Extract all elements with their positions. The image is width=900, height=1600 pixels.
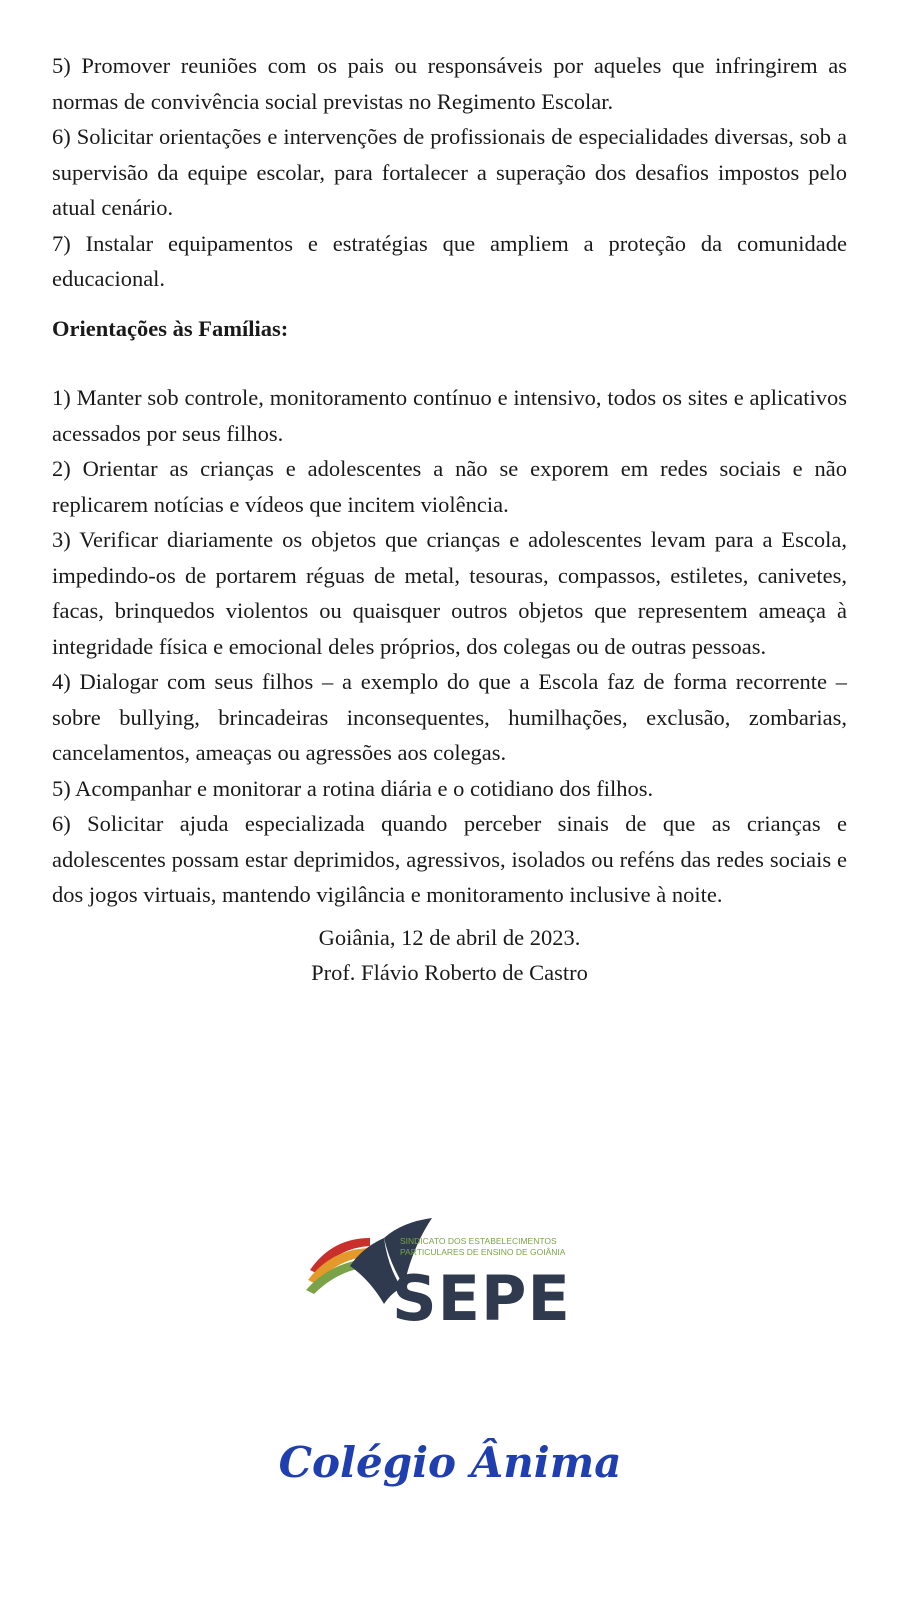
signature-block — [52, 920, 847, 991]
logo-name: SEPE — [392, 1262, 571, 1335]
school-name-lettering — [278, 1425, 622, 1505]
family-item-1: 1) Manter sob controle, monitoramento contínuo e intensivo, todos os sites e aplicativos acessados por seus filhos. — [52, 385, 847, 446]
family-item-6: 6) Solicitar ajuda especializada quando perceber sinais de que as crianças e adolescentes possam estar deprimidos, agressivos, isolados ou reféns das redes sociais e dos jogos virtuais, mantendo vigilância e monitoramento inclusive à noite. — [52, 811, 847, 907]
school-rule-5: 5) Promover reuniões com os pais ou responsáveis por aqueles que infringirem as normas de convivência social previstas no Regimento Escolar. — [52, 53, 847, 114]
school-rule-6: 6) Solicitar orientações e intervenções de profissionais de especialidades diversas, sob a supervisão da equipe escolar, para fortalecer a superação dos desafios impostos pelo atual cenário. — [52, 124, 847, 220]
document-body — [52, 48, 847, 991]
family-item-2: 2) Orientar as crianças e adolescentes a não se exporem em redes sociais e não replicarem notícias e vídeos que incitem violência. — [52, 456, 847, 517]
author-name: Prof. Flávio Roberto de Castro — [311, 960, 588, 985]
family-item-5: 5) Acompanhar e monitorar a rotina diária e o cotidiano dos filhos. — [52, 775, 654, 801]
school-name — [278, 1425, 622, 1505]
sepe-logo-icon — [292, 1208, 592, 1348]
school-rule-7: 7) Instalar equipamentos e estratégias que ampliem a proteção da comunidade educacional. — [52, 230, 847, 291]
logo-small-text-2: PARTICULARES DE ENSINO DE GOIÂNIA — [400, 1247, 566, 1257]
logo-small-text-1: SINDICATO DOS ESTABELECIMENTOS — [400, 1236, 557, 1246]
family-item-4: 4) Dialogar com seus filhos – a exemplo do que a Escola faz de forma recorrente – sobre bullying, brincadeiras inconsequentes, humilhações, exclusão, zombarias, cancelamentos, ameaças ou agressões aos colegas. — [52, 669, 847, 765]
place-date: Goiânia, 12 de abril de 2023. — [318, 924, 581, 950]
family-item-3: 3) Verificar diariamente os objetos que crianças e adolescentes levam para a Escola, impedindo-os de portarem réguas de metal, tesouras, compassos, estiletes, canivetes, facas, brinquedos violentos ou quaisquer outros objetos que representem ameaça à integridade física e emocional deles próprios, dos colegas ou de outras pessoas. — [52, 527, 847, 659]
sepe-logo — [292, 1208, 592, 1348]
school-name-text: Colégio Ânima — [278, 1438, 622, 1487]
families-heading: Orientações às Famílias: — [52, 315, 289, 341]
